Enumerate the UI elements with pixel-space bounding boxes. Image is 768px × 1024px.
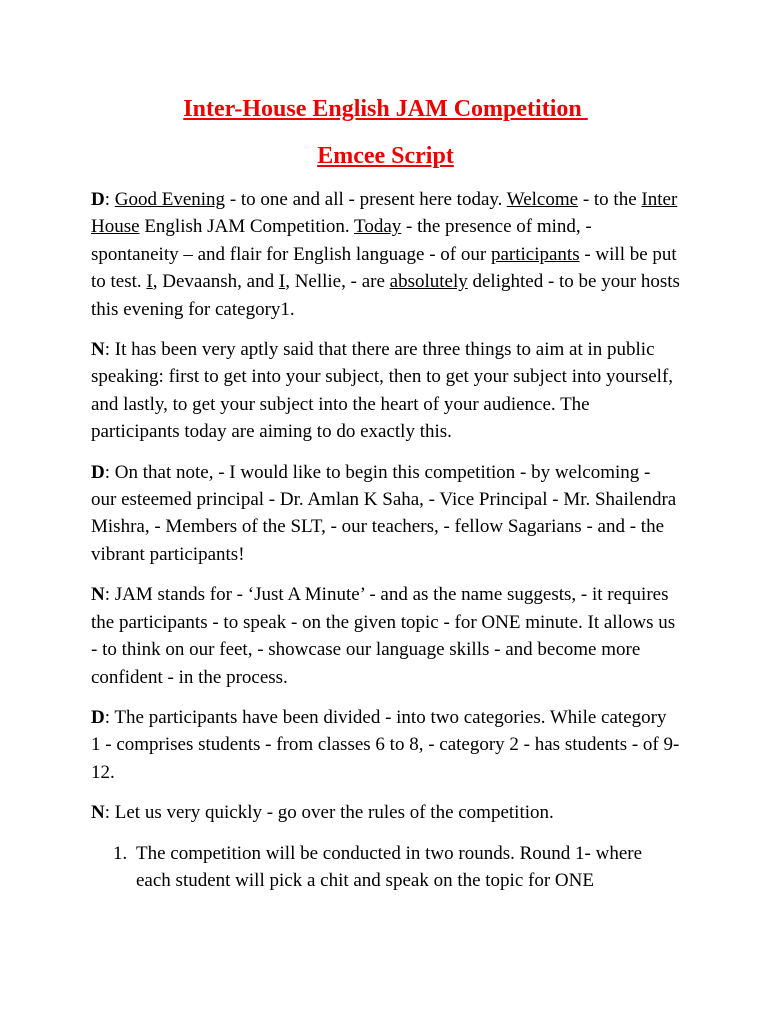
rule-item [91, 840, 680, 895]
speaker-separator: : [104, 189, 115, 210]
paragraph-text: delighted - to be your hosts this evening for category1. [91, 271, 680, 320]
script-paragraph [91, 581, 680, 691]
underlined-text: Welcome [506, 189, 579, 210]
speaker-separator: : [104, 339, 115, 361]
script-body [91, 186, 680, 827]
script-paragraph [91, 459, 680, 569]
paragraph-text: - to one and all - present here today. [225, 189, 507, 210]
paragraph-text: On that note, - I would like to begin this competition - by welcoming - our esteemed principal - Dr. Amlan K Saha, - Vice Principal - Mr. Shailendra Mishra, - Members of the SLT, - our teachers, - fellow Sagarians - and - the vibrant participants! [91, 461, 677, 565]
script-paragraph [91, 336, 680, 446]
speaker-separator: : [104, 802, 115, 824]
underlined-text: I [278, 271, 286, 293]
rule-text: The competition will be conducted in two rounds. Round 1- where each student will pick a chit and speak on the topic for ONE [136, 842, 643, 891]
paragraph-text: , Nellie, - are [285, 271, 390, 293]
document-title: Inter-House English JAM Competition [183, 96, 588, 122]
paragraph-text: - to the [578, 189, 642, 210]
speaker-label: N [91, 802, 105, 824]
paragraph-text: It has been very aptly said that there are three things to aim at in public speaking: first to get into your subject, then to get your subject into yourself, and lastly, to get your subject into the heart of your audience. The participants today are aiming to do exactly this. [91, 339, 674, 443]
speaker-separator: : [104, 584, 115, 606]
rules-list [91, 840, 680, 895]
script-paragraph [91, 704, 680, 786]
script-paragraph [91, 186, 680, 323]
speaker-label: D [91, 706, 105, 728]
paragraph-text: - the presence of mind, - spontaneity – and flair for English language - of our [91, 216, 592, 265]
underlined-text: absolutely [389, 271, 468, 293]
paragraph-text: - will be put to test. [91, 243, 677, 293]
speaker-label: D [91, 189, 105, 210]
script-paragraph [91, 799, 680, 826]
underlined-text: Good Evening [114, 189, 226, 210]
paragraph-text: The participants have been divided - into two categories. While category 1 - comprises students - from classes 6 to 8, - category 2 - has students - of 9-12. [91, 706, 680, 783]
speaker-label: N [91, 339, 105, 361]
speaker-separator: : [104, 461, 115, 483]
underlined-text: participants [490, 243, 580, 265]
paragraph-text: Let us very quickly - go over the rules of the competition. [114, 802, 554, 824]
speaker-label: N [91, 584, 105, 606]
speaker-label: D [91, 461, 105, 483]
paragraph-text: JAM stands for - ‘Just A Minute’ - and as the name suggests, - it requires the participants - to speak - on the given topic - for ONE minute. It allows us - to think on our feet, - showcase our language skills - and become more confident - in the process. [91, 584, 676, 688]
rule-number: 1. [113, 842, 128, 864]
underlined-text: Today [354, 216, 402, 238]
underlined-text: Inter House [91, 189, 678, 238]
underlined-text: I [146, 271, 153, 293]
speaker-separator: : [104, 706, 115, 728]
document-subtitle: Emcee Script [317, 143, 454, 169]
paragraph-text: English JAM Competition. [139, 216, 355, 238]
paragraph-text: , Devaansh, and [152, 271, 279, 293]
